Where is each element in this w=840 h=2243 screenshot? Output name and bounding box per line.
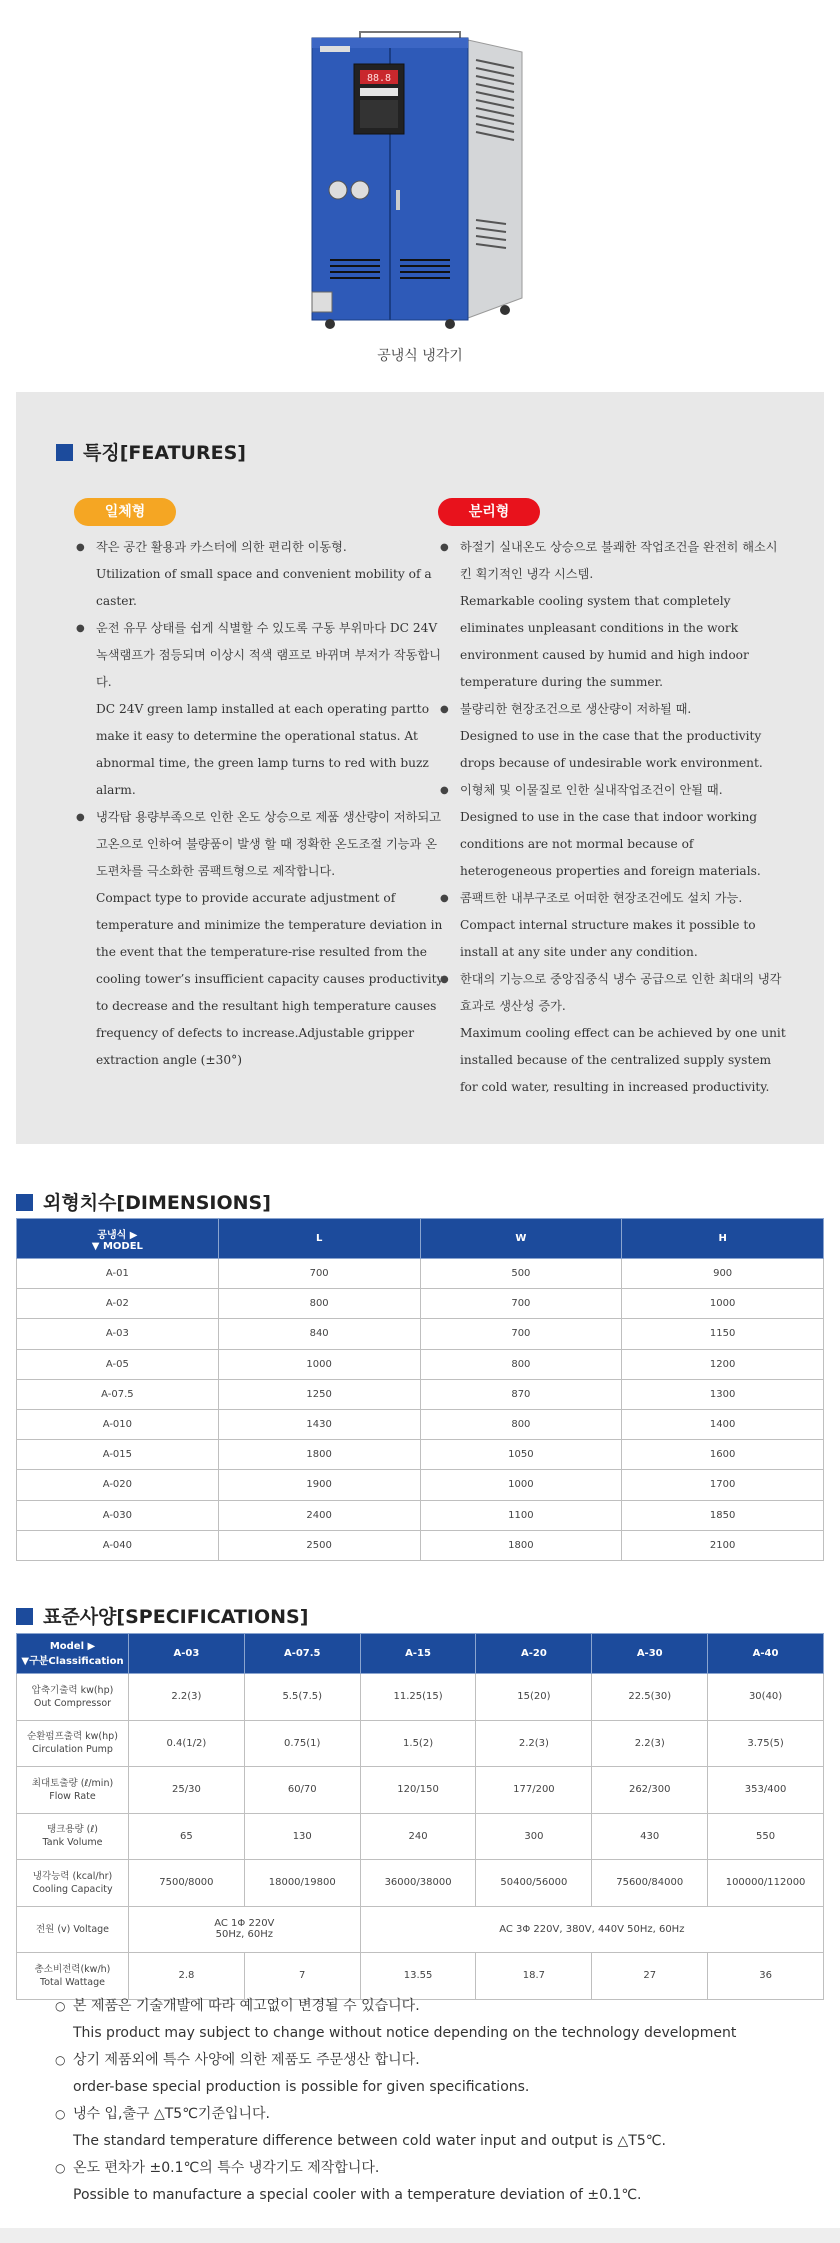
note-item-en: This product may subject to change without notice depending on the technology development	[73, 2025, 737, 2041]
spec-row-label	[17, 1860, 129, 1907]
spec-value-cell: 2.8	[129, 1953, 245, 2000]
spec-value-cell: 2.2(3)	[476, 1720, 592, 1767]
feature-item-en: Compact internal structure makes it possible to install at any site under any condition.	[460, 918, 756, 959]
chiller-product-image	[300, 30, 540, 330]
model-cell: A-05	[17, 1349, 219, 1379]
dimension-cell: 2500	[218, 1530, 420, 1560]
dimensions-col-H: H	[622, 1219, 824, 1259]
note-item-ko: ○ 냉수 입,출구 △T5℃기준입니다.	[55, 2101, 736, 2128]
dimension-cell: 1400	[622, 1409, 824, 1439]
spec-row-label-ko: 전원 (v) Voltage	[35, 1923, 110, 1935]
dimension-cell: 700	[420, 1289, 622, 1319]
spec-value-cell: 15(20)	[476, 1674, 592, 1721]
spec-row	[17, 1720, 824, 1767]
spec-value-cell: 36000/38000	[360, 1860, 476, 1907]
note-item-en: The standard temperature difference between cold water input and output is △T5℃.	[73, 2133, 666, 2149]
dimension-cell: 1850	[622, 1500, 824, 1530]
feature-item-ko: ● 하절기 실내온도 상승으로 불쾌한 작업조건을 완전히 해소시킨 획기적인 냉각 시스템.	[440, 534, 788, 588]
spec-value-cell: 240	[360, 1813, 476, 1860]
spec-value-cell: 430	[592, 1813, 708, 1860]
spec-value-cell: 177/200	[476, 1767, 592, 1814]
feature-item-ko: ● 불량리한 현장조건으로 생산량이 저하될 때.	[440, 696, 788, 723]
spec-value-cell: 550	[708, 1813, 824, 1860]
note-item-en: Possible to manufacture a special cooler with a temperature deviation of ±0.1℃.	[73, 2187, 642, 2203]
model-cell: A-030	[17, 1500, 219, 1530]
feature-item-en: Utilization of small space and convenient mobility of a caster.	[96, 567, 432, 608]
spec-value-cell: 22.5(30)	[592, 1674, 708, 1721]
specifications-title: 표준사양[SPECIFICATIONS]	[16, 1602, 308, 1629]
model-cell: A-02	[17, 1289, 219, 1319]
spec-value-cell: 2.2(3)	[592, 1720, 708, 1767]
dimensions-row	[17, 1319, 824, 1349]
dimensions-row	[17, 1289, 824, 1319]
separate-type-pill: 분리형	[438, 498, 540, 526]
feature-item-ko: ● 냉각탑 용량부족으로 인한 온도 상승으로 제품 생산량이 저하되고 고온으로 인하여 불량품이 발생 할 때 정확한 온도조절 기능과 온도편차를 극소화한 콤팩트형으로 제작합니다.	[76, 804, 448, 885]
spec-value-cell: 7	[244, 1953, 360, 2000]
dimensions-row	[17, 1379, 824, 1409]
spec-row	[17, 1813, 824, 1860]
spec-value-cell: 11.25(15)	[360, 1674, 476, 1721]
spec-row-label	[17, 1720, 129, 1767]
spec-row-label-en: Total Wattage	[40, 1976, 105, 1988]
dimension-cell: 1150	[622, 1319, 824, 1349]
dimension-cell: 1800	[420, 1530, 622, 1560]
dimensions-table	[16, 1218, 824, 1561]
spec-value-cell: 0.4(1/2)	[129, 1720, 245, 1767]
notes-list	[55, 1993, 736, 2209]
display-readout: 88.8	[366, 73, 392, 84]
note-item-ko: ○ 온도 편차가 ±0.1℃의 특수 냉각기도 제작합니다.	[55, 2155, 736, 2182]
dimension-cell: 1600	[622, 1440, 824, 1470]
spec-row-label-en: Circulation Pump	[32, 1744, 113, 1756]
spec-value-cell: 262/300	[592, 1767, 708, 1814]
spec-row	[17, 1674, 824, 1721]
dimension-cell: 700	[420, 1319, 622, 1349]
dimensions-row	[17, 1500, 824, 1530]
spec-value-cell: 0.75(1)	[244, 1720, 360, 1767]
features-panel	[16, 392, 824, 1144]
feature-item-en: environment caused by humid and high indoor temperature during the summer.	[460, 648, 749, 689]
dimension-cell: 2100	[622, 1530, 824, 1560]
dimension-cell: 1200	[622, 1349, 824, 1379]
spec-row-label-ko: 총소비전력(kw/h)	[34, 1963, 111, 1975]
dimension-cell: 1700	[622, 1470, 824, 1500]
feature-item-ko: ● 작은 공간 활용과 카스터에 의한 편리한 이동형.	[76, 534, 448, 561]
spec-value-cell: 2.2(3)	[129, 1674, 245, 1721]
dimension-cell: 2400	[218, 1500, 420, 1530]
spec-value-cell: 25/30	[129, 1767, 245, 1814]
dimensions-row	[17, 1349, 824, 1379]
spec-row-label	[17, 1906, 129, 1953]
model-cell: A-015	[17, 1440, 219, 1470]
integrated-features-list	[76, 534, 448, 1074]
spec-row-label-ko: 냉각능력 (kcal/hr)	[32, 1870, 113, 1882]
dimensions-row	[17, 1409, 824, 1439]
spec-row-label-en: Tank Volume	[42, 1837, 103, 1849]
voltage-single-line1: AC 1Φ 220V	[214, 1918, 275, 1930]
specifications-model-header: Model ▶ ▼구분Classification	[17, 1634, 129, 1674]
spec-value-cell: 353/400	[708, 1767, 824, 1814]
spec-row-label-ko: 순환펌프출력 kw(hp)	[27, 1731, 118, 1743]
spec-row-label-en: Out Compressor	[33, 1697, 112, 1709]
model-cell: A-040	[17, 1530, 219, 1560]
spec-model-header: A-20	[476, 1634, 592, 1674]
specifications-table	[16, 1633, 824, 2000]
separate-features-list	[440, 534, 788, 1101]
spec-value-cell: 50400/56000	[476, 1860, 592, 1907]
spec-value-cell: 3.75(5)	[708, 1720, 824, 1767]
dimension-cell: 1000	[218, 1349, 420, 1379]
spec-value-cell: 130	[244, 1813, 360, 1860]
dimension-cell: 800	[420, 1349, 622, 1379]
spec-row-label-ko: 탱크용량 (ℓ)	[46, 1824, 99, 1836]
dimensions-col-W: W	[420, 1219, 622, 1259]
model-cell: A-03	[17, 1319, 219, 1349]
feature-item-ko: ● 한대의 기능으로 중앙집중식 냉수 공급으로 인한 최대의 냉각효과로 생산성 증가.	[440, 966, 788, 1020]
spec-row-label-en: Flow Rate	[49, 1790, 96, 1802]
spec-value-cell: 7500/8000	[129, 1860, 245, 1907]
section-square-icon	[16, 1608, 33, 1625]
spec-model-header: A-07.5	[244, 1634, 360, 1674]
spec-value-cell: 30(40)	[708, 1674, 824, 1721]
dimensions-col-L: L	[218, 1219, 420, 1259]
integrated-type-pill: 일체형	[74, 498, 176, 526]
dimension-cell: 1800	[218, 1440, 420, 1470]
dimension-cell: 870	[420, 1379, 622, 1409]
model-cell: A-010	[17, 1409, 219, 1439]
dimension-cell: 800	[420, 1409, 622, 1439]
spec-row-label-ko: 압축기출력 kw(hp)	[31, 1684, 114, 1696]
dimensions-title: 외형치수[DIMENSIONS]	[16, 1188, 271, 1215]
dimension-cell: 700	[218, 1259, 420, 1289]
section-square-icon	[16, 1194, 33, 1211]
voltage-single-line2: 50Hz, 60Hz	[215, 1929, 273, 1941]
feature-item-en: Designed to use in the case that indoor working conditions are not mormal because of heterogeneous properties and foreign materials.	[460, 810, 761, 878]
spec-model-header: A-30	[592, 1634, 708, 1674]
spec-model-header: A-40	[708, 1634, 824, 1674]
spec-value-cell: 27	[592, 1953, 708, 2000]
note-item-ko: ○ 상기 제품외에 특수 사양에 의한 제품도 주문생산 합니다.	[55, 2047, 736, 2074]
spec-row-label-ko: 최대토출량 (ℓ/min)	[31, 1777, 114, 1789]
section-square-icon	[56, 444, 73, 461]
note-item-ko: ○ 본 제품은 기술개발에 따라 예고없이 변경될 수 있습니다.	[55, 1993, 736, 2020]
spec-row-voltage	[17, 1906, 824, 1953]
spec-value-cell: 18000/19800	[244, 1860, 360, 1907]
dimension-cell: 1900	[218, 1470, 420, 1500]
spec-value-cell: 18.7	[476, 1953, 592, 2000]
spec-value-cell: 5.5(7.5)	[244, 1674, 360, 1721]
spec-value-cell: 300	[476, 1813, 592, 1860]
feature-item-ko: ● 콤팩트한 내부구조로 어떠한 현장조건에도 설치 가능.	[440, 885, 788, 912]
product-caption: 공냉식 냉각기	[377, 348, 463, 364]
spec-row-label-en: Cooling Capacity	[32, 1883, 113, 1895]
feature-item-en: Compact type to provide accurate adjustment of temperature and minimize the temperature deviation in the event that the temperature-rise resulted from the cooling tower’s insufficient capacity causes productivity to decrease and the resultant high temperature causes frequency of defects to increase.Adjustable gripper extraction angle (±30°)	[96, 891, 444, 1067]
spec-row-label	[17, 1767, 129, 1814]
features-title: 특징[FEATURES]	[56, 438, 246, 465]
spec-model-header: A-03	[129, 1634, 245, 1674]
dimension-cell: 1000	[420, 1470, 622, 1500]
spec-value-cell: 13.55	[360, 1953, 476, 2000]
dimension-cell: 1300	[622, 1379, 824, 1409]
feature-item-ko: ● 이형체 및 이물질로 인한 실내작업조건이 안될 때.	[440, 777, 788, 804]
spec-value-cell: 120/150	[360, 1767, 476, 1814]
dimension-cell: 900	[622, 1259, 824, 1289]
spec-row	[17, 1860, 824, 1907]
dimension-cell: 1430	[218, 1409, 420, 1439]
spec-row-label	[17, 1674, 129, 1721]
dimension-cell: 840	[218, 1319, 420, 1349]
dimension-cell: 1050	[420, 1440, 622, 1470]
model-cell: A-01	[17, 1259, 219, 1289]
model-cell: A-020	[17, 1470, 219, 1500]
product-section	[0, 0, 840, 385]
dimensions-row	[17, 1259, 824, 1289]
dimensions-model-header: 공냉식 ▶ ▼ MODEL	[17, 1219, 219, 1259]
model-cell: A-07.5	[17, 1379, 219, 1409]
spec-value-cell: 1.5(2)	[360, 1720, 476, 1767]
dimension-cell: 1100	[420, 1500, 622, 1530]
dimension-cell: 500	[420, 1259, 622, 1289]
feature-item-en: Designed to use in the case that the productivity drops because of undesirable work environment.	[460, 729, 763, 770]
feature-item-en: Maximum cooling effect can be achieved by one unit installed because of the centralized supply system for cold water, resulting in increased productivity.	[460, 1026, 786, 1094]
dimensions-row	[17, 1440, 824, 1470]
note-item-en: order-base special production is possible for given specifications.	[73, 2079, 530, 2095]
spec-row-label	[17, 1813, 129, 1860]
feature-item-ko: ● 운전 유무 상태를 쉽게 식별할 수 있도록 구동 부위마다 DC 24V 녹색램프가 점등되며 이상시 적색 램프로 바뀌며 부저가 작동합니다.	[76, 615, 448, 696]
footer-bar	[0, 2228, 840, 2243]
feature-item-en: DC 24V green lamp installed at each operating partto make it easy to determine the operational status. At abnormal time, the green lamp turns to red with buzz alarm.	[96, 702, 430, 797]
spec-model-header: A-15	[360, 1634, 476, 1674]
spec-value-cell: 100000/112000	[708, 1860, 824, 1907]
dimension-cell: 1250	[218, 1379, 420, 1409]
voltage-single-phase	[129, 1906, 361, 1953]
dimensions-row	[17, 1470, 824, 1500]
dimension-cell: 1000	[622, 1289, 824, 1319]
spec-value-cell: 36	[708, 1953, 824, 2000]
dimensions-row	[17, 1530, 824, 1560]
feature-item-en: Remarkable cooling system that completely eliminates unpleasant conditions in the work	[460, 594, 739, 635]
spec-value-cell: 65	[129, 1813, 245, 1860]
voltage-three-phase: AC 3Φ 220V, 380V, 440V 50Hz, 60Hz	[360, 1906, 823, 1953]
spec-value-cell: 75600/84000	[592, 1860, 708, 1907]
spec-value-cell: 60/70	[244, 1767, 360, 1814]
spec-row	[17, 1767, 824, 1814]
dimension-cell: 800	[218, 1289, 420, 1319]
